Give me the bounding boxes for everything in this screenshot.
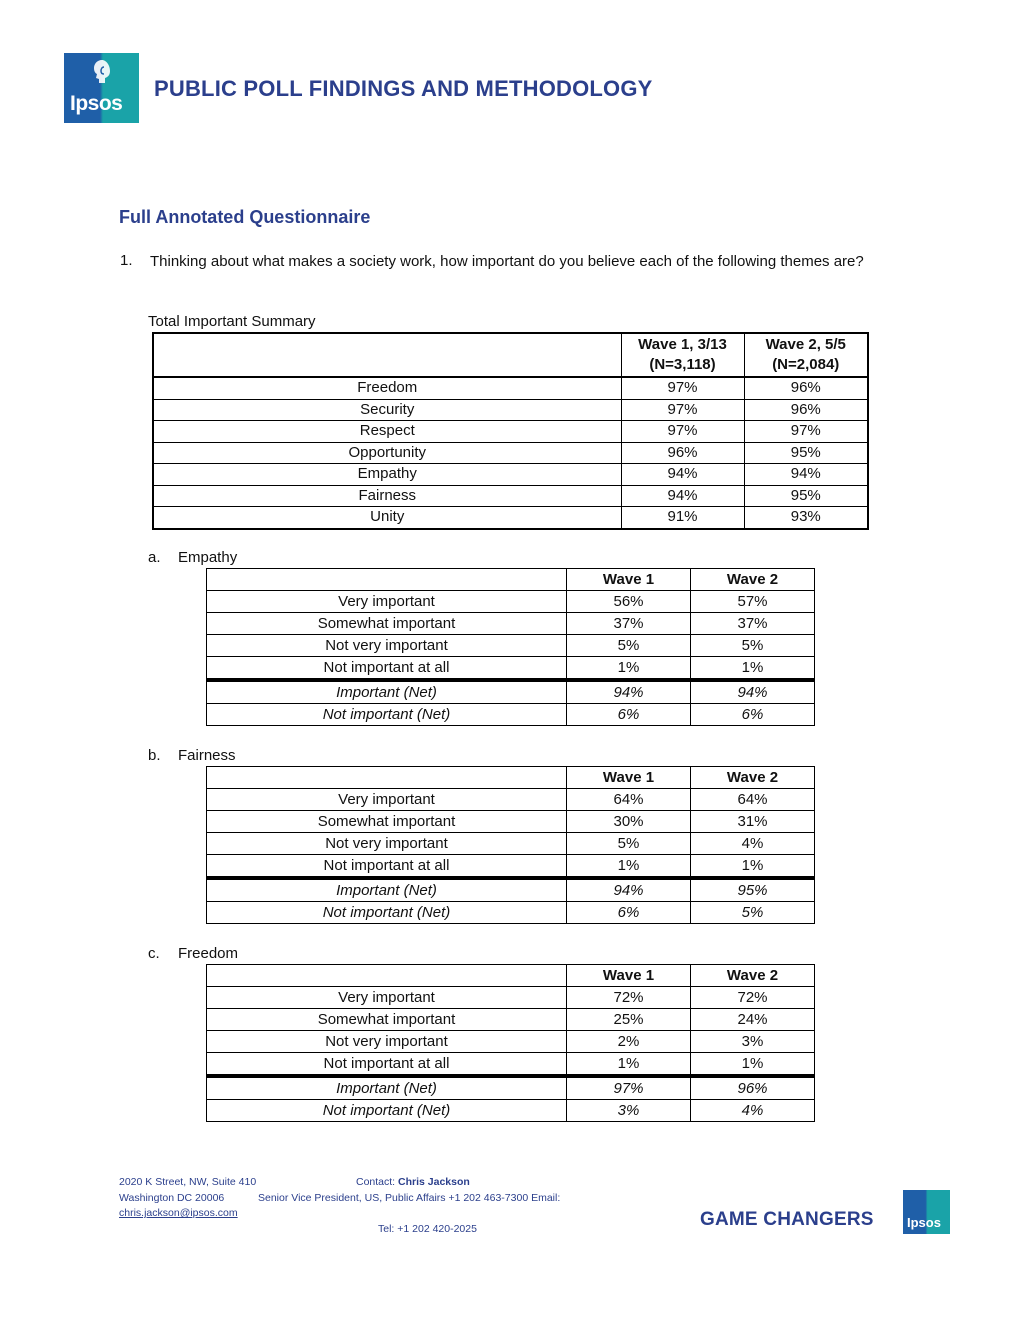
- logo-wordmark-small: Ipsos: [907, 1215, 941, 1230]
- net-row: Important (Net) 97% 96%: [207, 1076, 815, 1100]
- table-row: Respect 97% 97%: [153, 421, 868, 443]
- table-row: Freedom 97% 96%: [153, 377, 868, 399]
- subtable-c-letter: c.: [148, 945, 160, 962]
- table-row: Opportunity 96% 95%: [153, 442, 868, 464]
- fairness-table: [206, 766, 815, 924]
- page-title: PUBLIC POLL FINDINGS AND METHODOLOGY: [154, 76, 653, 101]
- table-header-row: Wave 1 Wave 2: [207, 965, 815, 987]
- summary-table: [152, 332, 869, 530]
- footer-tel: Tel: +1 202 420-2025: [378, 1223, 477, 1235]
- net-row: Not important (Net) 6% 5%: [207, 902, 815, 924]
- table-row: Somewhat important 30% 31%: [207, 811, 815, 833]
- subtable-c-title: Freedom: [178, 945, 239, 962]
- summary-header-wave1: Wave 1, 3/13 (N=3,118): [621, 333, 744, 377]
- table-row: Very important 72% 72%: [207, 987, 815, 1009]
- footer-address-line1: 2020 K Street, NW, Suite 410: [119, 1176, 257, 1188]
- logo-wordmark: Ipsos: [70, 92, 123, 115]
- section-title: Full Annotated Questionnaire: [119, 207, 371, 227]
- contact-label: Contact:: [356, 1176, 396, 1188]
- ipsos-logo: [64, 53, 139, 123]
- table-row: Somewhat important 37% 37%: [207, 613, 815, 635]
- footer-address-line2: Washington DC 20006: [119, 1192, 225, 1204]
- contact-name: Chris Jackson: [398, 1176, 470, 1188]
- subtable-a-letter: a.: [148, 549, 161, 566]
- table-row: Not very important 5% 4%: [207, 833, 815, 855]
- table-row: Not very important 2% 3%: [207, 1031, 815, 1053]
- subtable-a-title: Empathy: [178, 549, 238, 566]
- table-row: Security 97% 96%: [153, 399, 868, 421]
- net-row: Important (Net) 94% 95%: [207, 878, 815, 902]
- question-text: Thinking about what makes a society work, how important do you believe each of the following themes are?: [150, 253, 864, 270]
- table-row: Unity 91% 93%: [153, 507, 868, 529]
- net-row: Not important (Net) 6% 6%: [207, 704, 815, 726]
- freedom-table: [206, 964, 815, 1122]
- subtable-b-letter: b.: [148, 747, 161, 764]
- table-header-row: Wave 1 Wave 2: [207, 767, 815, 789]
- footer-email-link[interactable]: chris.jackson@ipsos.com: [119, 1207, 238, 1219]
- footer-contact: [356, 1176, 470, 1188]
- table-row: Fairness 94% 95%: [153, 485, 868, 507]
- summary-header-blank: [153, 333, 621, 377]
- table-row: Not very important 5% 5%: [207, 635, 815, 657]
- net-row: Important (Net) 94% 94%: [207, 680, 815, 704]
- net-row: Not important (Net) 3% 4%: [207, 1100, 815, 1122]
- ipsos-logo-small: [903, 1190, 950, 1234]
- table-row: Somewhat important 25% 24%: [207, 1009, 815, 1031]
- head-silhouette-icon: [90, 59, 114, 89]
- table-row: Not important at all 1% 1%: [207, 1053, 815, 1077]
- game-changers-tagline: GAME CHANGERS: [700, 1209, 874, 1230]
- summary-header-wave2: Wave 2, 5/5 (N=2,084): [744, 333, 868, 377]
- summary-header-row: [153, 333, 868, 377]
- subtable-b-title: Fairness: [178, 747, 236, 764]
- table-row: Not important at all 1% 1%: [207, 855, 815, 879]
- summary-caption: Total Important Summary: [148, 313, 316, 330]
- table-row: Very important 64% 64%: [207, 789, 815, 811]
- table-row: Very important 56% 57%: [207, 591, 815, 613]
- table-row: Not important at all 1% 1%: [207, 657, 815, 681]
- table-header-row: Wave 1 Wave 2: [207, 569, 815, 591]
- footer-contact-title: Senior Vice President, US, Public Affairs +1 202 463-7300 Email:: [258, 1192, 561, 1204]
- table-row: Empathy 94% 94%: [153, 464, 868, 486]
- empathy-table: [206, 568, 815, 726]
- question-number: 1.: [120, 252, 133, 269]
